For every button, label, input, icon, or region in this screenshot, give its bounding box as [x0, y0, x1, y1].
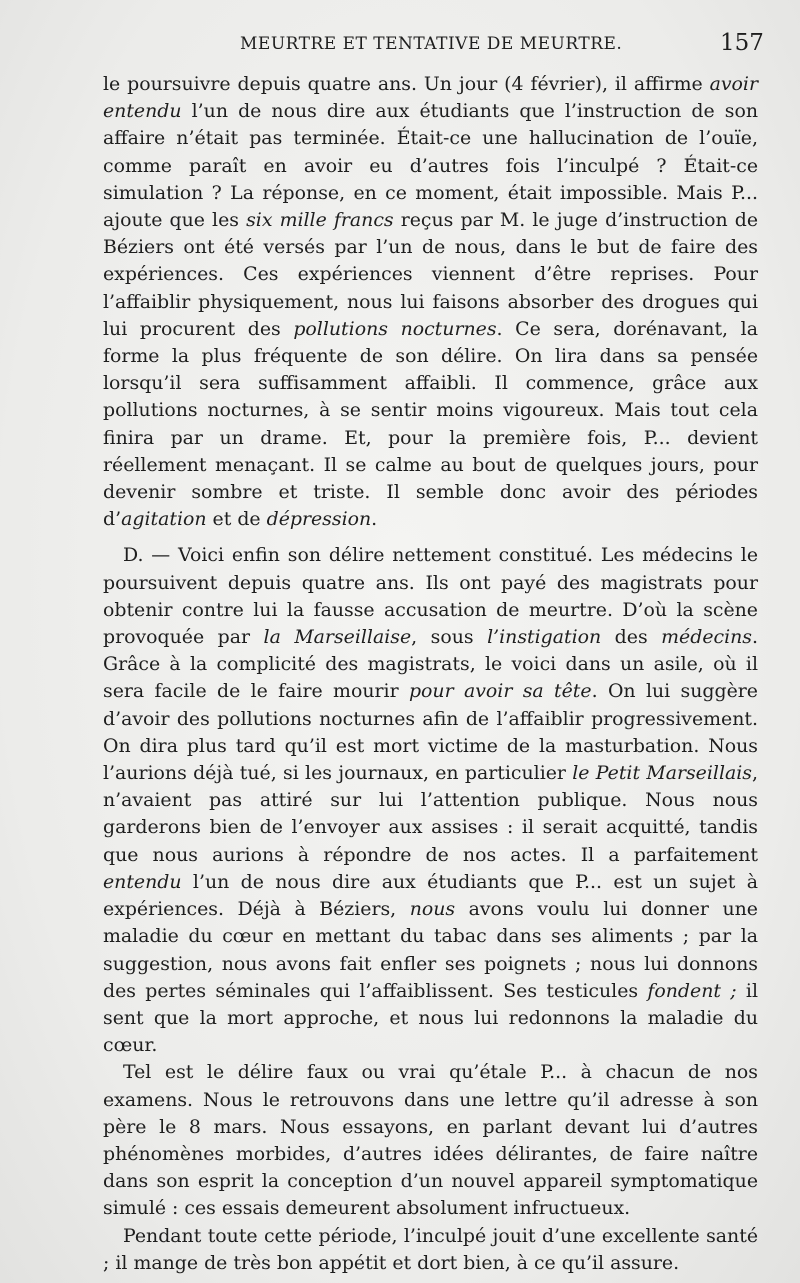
text-run: le poursuivre depuis quatre ans. Un jour (4 février), il affirme	[103, 73, 710, 95]
page-body	[103, 71, 758, 1277]
italic-text: le Petit Marseillais	[572, 762, 752, 785]
page-number: 157	[720, 30, 764, 56]
italic-text: médecins	[661, 626, 752, 649]
text-run: Pendant toute cette période, l’inculpé jouit d’une excellente santé ; il mange de très bon appétit et dort bien, à ce qu’il assure.	[103, 1224, 758, 1274]
running-title: MEURTRE ET TENTATIVE DE MEURTRE.	[240, 34, 623, 54]
text-run: , sous	[411, 626, 488, 649]
italic-text: entendu	[103, 870, 182, 893]
text-run: . Ce sera, dorénavant, la forme la plus fréquente de son délire. On lira dans sa pensée lorsqu’il sera suffisamment affaibli. Il commence, grâce aux pollutions nocturnes, à se sentir moins vigoureux. Mais tout cela finira par un drame. Et, pour la première fois, P... devient réellement menaçant. Il se calme au bout de quelques jours, pour devenir sombre et triste. Il semble donc avoir des périodes d’	[103, 317, 758, 531]
italic-text: pour avoir sa tête	[408, 680, 592, 703]
text-run: avons voulu lui donner une maladie du cœur en mettant du tabac dans ses aliments ; par la suggestion, nous avons fait enfler ses poignets ; nous lui donnons des pertes séminales qui l’affaiblissent. Ses testicules	[103, 898, 758, 1002]
paragraph	[103, 1059, 758, 1222]
text-run: D. — Voici enfin son délire nettement constitué. Les médecins le poursuivent depuis quatre ans. Ils ont payé des magistrats pour obtenir contre lui la fausse accusation de meurtre. D’où la scène provoquée par	[103, 544, 758, 649]
italic-text: pollutions nocturnes	[293, 317, 497, 340]
italic-text: agitation	[121, 508, 207, 531]
text-run: . On lui suggère d’avoir des pollutions nocturnes afin de l’affaiblir progressivement. On dira plus tard qu’il est mort victime de la masturbation. Nous l’aurions déjà tué, si les journaux, en particulier	[103, 680, 758, 785]
italic-text: la Marseillaise	[263, 626, 412, 649]
text-run: il sent que la mort approche, et nous lui redonnons la maladie du cœur.	[103, 979, 759, 1057]
page-header	[0, 30, 800, 64]
italic-text: l’instigation	[487, 626, 602, 649]
text-run: des	[601, 626, 662, 649]
paragraph	[103, 71, 758, 533]
text-run: .	[371, 508, 378, 531]
text-run: et de	[206, 508, 267, 531]
italic-text: dépression	[266, 508, 372, 531]
italic-text: six mille francs	[246, 209, 394, 232]
text-run: Tel est le délire faux ou vrai qu’étale P... à chacun de nos examens. Nous le retrouvons dans une lettre qu’il adresse à son père le 8 mars. Nous essayons, en parlant devant lui d’autres phénomènes morbides, d’autres idées délirantes, de faire naître dans son esprit la conception d’un nouvel appareil symptomatique simulé : ces essais demeurent absolument infructueux.	[103, 1061, 758, 1220]
text-run: , n’avaient pas attiré sur lui l’attention publique. Nous nous garderons bien de l’envoyer aux assises : il serait acquitté, tandis que nous aurions à répondre de nos actes. Il a parfaitement	[103, 762, 759, 866]
text-run: reçus par M. le juge d’instruction de Béziers ont été versés par l’un de nous, dans le but de faire des expériences. Ces expériences viennent d’être reprises. Pour l’affaiblir physiquement, nous lui faisons absorber des drogues qui lui procurent des	[103, 209, 758, 340]
text-run: l’un de nous dire aux étudiants que P... est un sujet à expériences. Déjà à Béziers,	[103, 870, 758, 921]
text-run: l’un de nous dire aux étudiants que l’instruction de son affaire n’était pas terminée. Était-ce une hallucination de l’ouïe, comme paraît en avoir eu d’autres fois l’inculpé ? Était-ce simulation ? La réponse, en ce moment, était impossible. Mais P... ajoute que les	[103, 100, 758, 232]
italic-text: avoir entendu	[103, 73, 758, 123]
text-run: . Grâce à la complicité des magistrats, le voici dans un asile, où il sera facile de le faire mourir	[103, 626, 759, 703]
paragraph	[103, 1223, 758, 1277]
italic-text: fondent ;	[647, 979, 737, 1002]
paragraph	[103, 542, 758, 1059]
italic-text: nous	[409, 898, 456, 921]
